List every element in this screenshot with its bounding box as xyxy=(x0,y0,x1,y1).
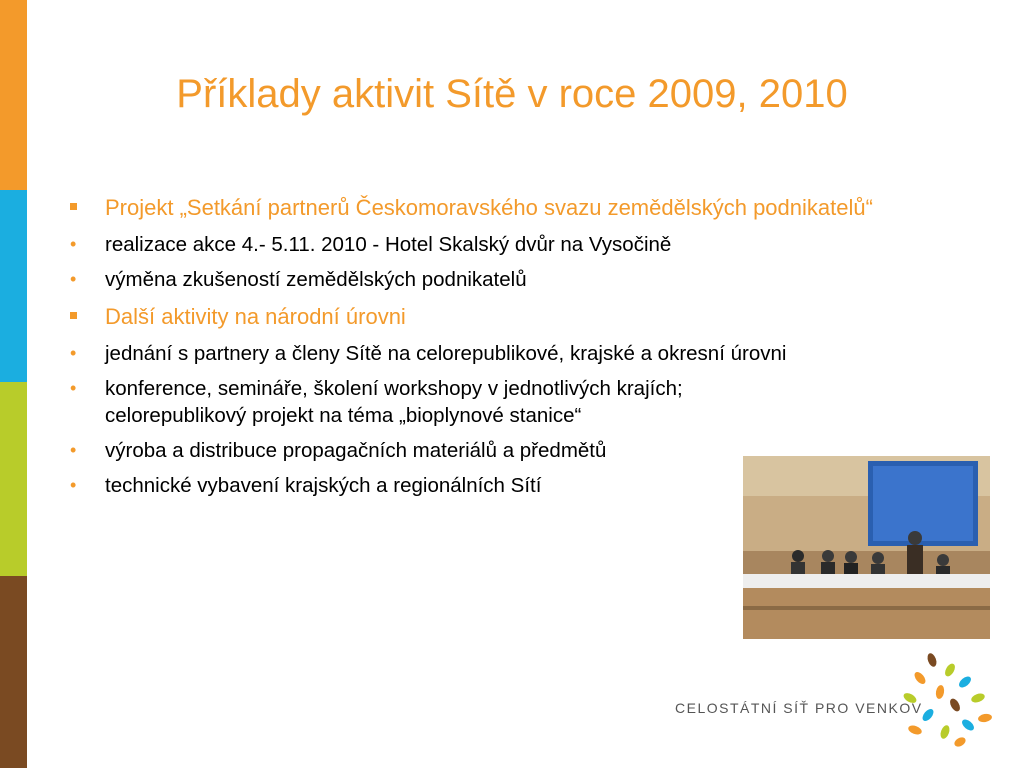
square-bullet-icon xyxy=(70,312,77,319)
list-item: • výroba a distribuce propagačních materiálů a předmětů xyxy=(70,439,607,462)
list-item: • konference, semináře, školení workshopy v jednotlivých krajích; celorepublikový projekt na téma „bioplynové stanice“ xyxy=(70,377,683,427)
bullet-icon: • xyxy=(70,269,77,289)
list-item: • jednání s partnery a členy Sítě na celorepublikové, krajské a okresní úrovni xyxy=(70,342,787,365)
organization-logo-text: CELOSTÁTNÍ SÍŤ PRO VENKOV xyxy=(675,700,923,716)
bullet-icon: • xyxy=(70,343,77,363)
bullet-icon: • xyxy=(70,378,77,398)
brown-stripe xyxy=(0,576,27,768)
green-stripe xyxy=(0,382,27,576)
leaves-logo-icon xyxy=(880,650,1000,750)
slide-title: Příklady aktivit Sítě v roce 2009, 2010 xyxy=(176,72,848,116)
list-item: • realizace akce 4.- 5.11. 2010 - Hotel Skalský dvůr na Vysočině xyxy=(70,233,672,256)
bullet-icon: • xyxy=(70,440,77,460)
conference-photo xyxy=(743,456,990,639)
bullet-icon: • xyxy=(70,234,77,254)
bullet-icon: • xyxy=(70,475,77,495)
list-item: Další aktivity na národní úrovni xyxy=(70,301,970,332)
square-bullet-icon xyxy=(70,203,77,210)
list-item: • výměna zkušeností zemědělských podnikatelů xyxy=(70,268,527,291)
list-item: • technické vybavení krajských a regionálních Sítí xyxy=(70,474,542,497)
blue-stripe xyxy=(0,190,27,382)
list-item: Projekt „Setkání partnerů Českomoravského svazu zemědělských podnikatelů“ xyxy=(70,192,965,223)
